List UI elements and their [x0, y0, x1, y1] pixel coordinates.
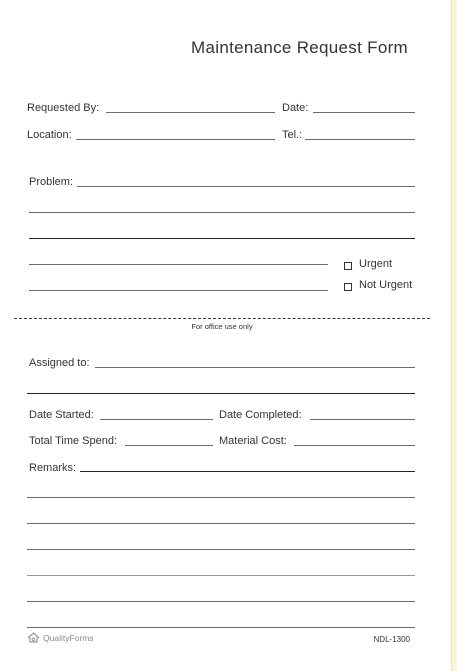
form-code: NDL-1300	[373, 635, 410, 644]
material-cost-field[interactable]	[294, 445, 415, 446]
assigned-to-field-line[interactable]	[27, 393, 415, 394]
problem-field-line[interactable]	[29, 238, 415, 239]
tel-field[interactable]	[305, 139, 415, 140]
assigned-to-field[interactable]	[95, 367, 415, 368]
brand-logo	[27, 632, 94, 643]
remarks-field-line[interactable]	[27, 497, 415, 498]
date-started-field[interactable]	[100, 419, 213, 420]
requested-by-field[interactable]	[106, 112, 275, 113]
date-completed-field[interactable]	[310, 419, 415, 420]
tel-label: Tel.:	[282, 129, 303, 141]
brand-name: QualityForms	[43, 632, 94, 643]
form-title: Maintenance Request Form	[191, 38, 408, 57]
not-urgent-label: Not Urgent	[359, 279, 413, 291]
office-divider	[14, 318, 430, 319]
total-time-label: Total Time Spend:	[29, 435, 118, 447]
remarks-field-line[interactable]	[27, 601, 415, 602]
office-use-caption: For office use only	[191, 322, 253, 331]
assigned-to-label: Assigned to:	[29, 357, 90, 369]
remarks-field-line[interactable]	[27, 575, 415, 576]
requested-by-label: Requested By:	[27, 102, 100, 114]
problem-field-line[interactable]	[29, 264, 328, 265]
problem-field-line[interactable]	[29, 212, 415, 213]
not-urgent-checkbox[interactable]	[344, 283, 352, 291]
date-completed-label: Date Completed:	[219, 409, 302, 421]
remarks-field-line[interactable]	[80, 471, 415, 472]
problem-field-line[interactable]	[29, 290, 328, 291]
location-label: Location:	[27, 129, 72, 141]
remarks-field-line[interactable]	[27, 549, 415, 550]
material-cost-label: Material Cost:	[219, 435, 287, 447]
date-field[interactable]	[313, 112, 415, 113]
date-started-label: Date Started:	[29, 409, 94, 421]
remarks-field-line[interactable]	[27, 523, 415, 524]
date-label: Date:	[282, 102, 309, 114]
urgent-checkbox[interactable]	[344, 262, 352, 270]
house-icon	[27, 632, 40, 643]
page-edge	[451, 0, 457, 671]
remarks-label: Remarks:	[29, 462, 77, 474]
urgent-label: Urgent	[359, 258, 393, 270]
problem-label: Problem:	[29, 176, 74, 188]
problem-field-line[interactable]	[77, 186, 415, 187]
remarks-field-line[interactable]	[27, 627, 415, 628]
total-time-field[interactable]	[125, 445, 213, 446]
location-field[interactable]	[76, 139, 275, 140]
